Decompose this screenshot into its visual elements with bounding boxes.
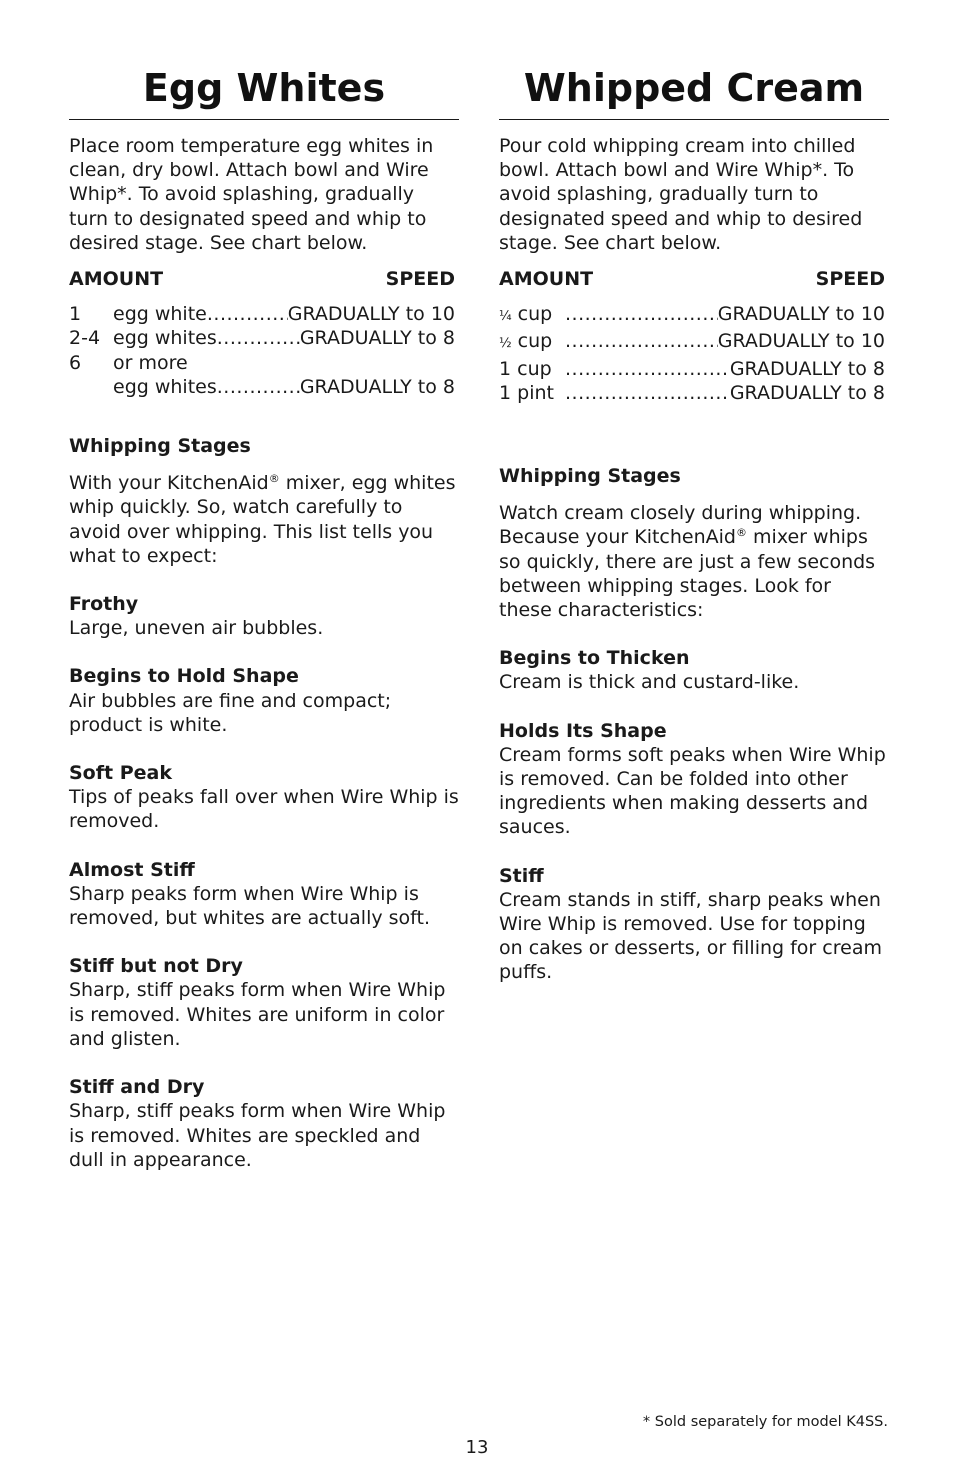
stage-item xyxy=(69,1075,459,1172)
chart-amount: ½ xyxy=(499,336,512,352)
dot-leader xyxy=(207,302,288,326)
egg-whites-title: Egg Whites xyxy=(69,64,459,120)
chart-amount-cell xyxy=(499,357,565,381)
dot-leader xyxy=(565,381,730,405)
chart-amount-cell xyxy=(499,329,565,356)
dot-leader xyxy=(565,357,730,381)
chart-speed: GRADUALLY to 10 xyxy=(287,303,455,326)
stages-intro-part: mixer, egg whites whip quickly. So, watch carefully to avoid over whipping. This list tells you what to expect: xyxy=(69,472,456,567)
speed-header: SPEED xyxy=(385,268,455,291)
chart-amount-cell xyxy=(499,381,565,405)
chart-amount: 2-4 xyxy=(69,327,101,350)
chart-row xyxy=(69,351,455,375)
chart-amount: 6 xyxy=(69,351,82,374)
chart-item: cup xyxy=(517,330,553,353)
chart-speed: GRADUALLY to 10 xyxy=(717,330,885,353)
chart-row xyxy=(499,381,885,405)
egg-whites-intro: Place room temperature egg whites in clean, dry bowl. Attach bowl and Wire Whip*. To avoid splashing, gradually turn to designated speed and whip to desired stage. See chart below. xyxy=(69,135,434,254)
chart-amount-cell xyxy=(499,302,565,329)
stage-item xyxy=(69,761,459,834)
chart-item: egg whites xyxy=(113,375,217,398)
stage-description: Cream is thick and custard-like. xyxy=(499,671,800,694)
stage-item xyxy=(499,719,889,840)
chart-row xyxy=(69,326,455,350)
stage-description: Sharp, stiff peaks form when Wire Whip is removed. Whites are uniform in color and glisten. xyxy=(69,979,446,1050)
whipping-stages-intro xyxy=(69,471,459,568)
page-number: 13 xyxy=(465,1437,489,1458)
chart-row xyxy=(69,302,455,326)
stages-intro-part: mixer whips so quickly, there are just a few seconds between whipping stages. Look for these characteristics: xyxy=(499,526,876,622)
whipped-cream-column xyxy=(499,64,889,985)
whipped-cream-speed-chart xyxy=(499,302,889,405)
stage-title: Soft Peak xyxy=(69,762,172,785)
speed-header: SPEED xyxy=(815,268,885,291)
registered-mark: ® xyxy=(268,472,280,486)
chart-item: egg white xyxy=(113,303,207,326)
stage-item xyxy=(499,864,889,985)
chart-row xyxy=(499,329,885,356)
stage-title: Frothy xyxy=(69,593,139,616)
chart-speed: GRADUALLY to 8 xyxy=(729,381,885,404)
whipping-stages-heading: Whipping Stages xyxy=(69,435,251,458)
stage-description: Cream stands in stiff, sharp peaks when Wire Whip is removed. Use for topping on cakes or desserts, or filling for cream puffs. xyxy=(499,888,882,984)
chart-speed: GRADUALLY to 10 xyxy=(717,303,885,326)
stage-title: Holds Its Shape xyxy=(499,719,667,742)
chart-amount: ¼ xyxy=(499,309,512,325)
egg-whites-speed-chart xyxy=(69,302,459,399)
stage-title: Stiff and Dry xyxy=(69,1076,205,1099)
stage-item xyxy=(69,592,459,640)
chart-row xyxy=(499,302,885,329)
stage-description: Air bubbles are fine and compact; product is white. xyxy=(69,689,392,736)
chart-item: egg whites xyxy=(113,327,217,350)
stage-description: Sharp peaks form when Wire Whip is removed, but whites are actually soft. xyxy=(69,882,431,930)
egg-whites-column xyxy=(69,64,459,1172)
chart-amount: 1 xyxy=(499,381,512,404)
stages-intro-part: With your KitchenAid xyxy=(69,472,269,495)
dot-leader xyxy=(217,375,300,399)
egg-whites-chart-header xyxy=(69,267,459,291)
chart-item: or more xyxy=(113,351,188,374)
footnote: * Sold separately for model K4SS. xyxy=(642,1414,888,1430)
whipping-stages-intro xyxy=(499,501,889,622)
stage-description: Tips of peaks fall over when Wire Whip is removed. xyxy=(69,786,459,833)
stage-description: Large, uneven air bubbles. xyxy=(69,617,324,640)
amount-header: AMOUNT xyxy=(499,268,594,291)
whipped-cream-chart-header xyxy=(499,267,889,291)
stage-title: Stiff xyxy=(499,864,544,887)
chart-item: pint xyxy=(517,381,554,404)
amount-header: AMOUNT xyxy=(69,268,164,291)
chart-speed: GRADUALLY to 8 xyxy=(299,375,455,398)
stage-item xyxy=(499,646,889,694)
chart-row xyxy=(499,357,885,381)
chart-speed: GRADUALLY to 8 xyxy=(729,357,885,380)
stage-title: Begins to Thicken xyxy=(499,647,690,670)
stage-description: Cream forms soft peaks when Wire Whip is removed. Can be folded into other ingredients when making desserts and sauces. xyxy=(499,743,886,839)
stage-title: Stiff but not Dry xyxy=(69,955,243,978)
chart-item: cup xyxy=(517,303,553,326)
stage-title: Begins to Hold Shape xyxy=(69,665,299,688)
chart-amount: 1 xyxy=(499,357,512,380)
whipped-cream-title: Whipped Cream xyxy=(499,64,889,120)
stage-description: Sharp, stiff peaks form when Wire Whip is removed. Whites are speckled and dull in appearance. xyxy=(69,1100,446,1171)
stages-intro-part: Watch cream closely during whipping. Because your KitchenAid xyxy=(499,502,862,549)
dot-leader xyxy=(565,302,718,326)
stage-item xyxy=(69,664,459,737)
whipping-stages-heading: Whipping Stages xyxy=(499,465,681,488)
whipped-cream-intro: Pour cold whipping cream into chilled bowl. Attach bowl and Wire Whip*. To avoid splashing, gradually turn to designated speed and whip to desired stage. See chart below. xyxy=(499,135,863,254)
dot-leader xyxy=(217,326,300,350)
chart-amount: 1 xyxy=(69,303,82,326)
stage-title: Almost Stiff xyxy=(69,858,195,881)
registered-mark: ® xyxy=(736,526,747,540)
chart-item: cup xyxy=(517,357,552,380)
chart-row xyxy=(69,375,455,399)
stage-item xyxy=(69,858,459,931)
stage-item xyxy=(69,954,459,1051)
dot-leader xyxy=(565,329,718,353)
chart-speed: GRADUALLY to 8 xyxy=(299,327,455,350)
